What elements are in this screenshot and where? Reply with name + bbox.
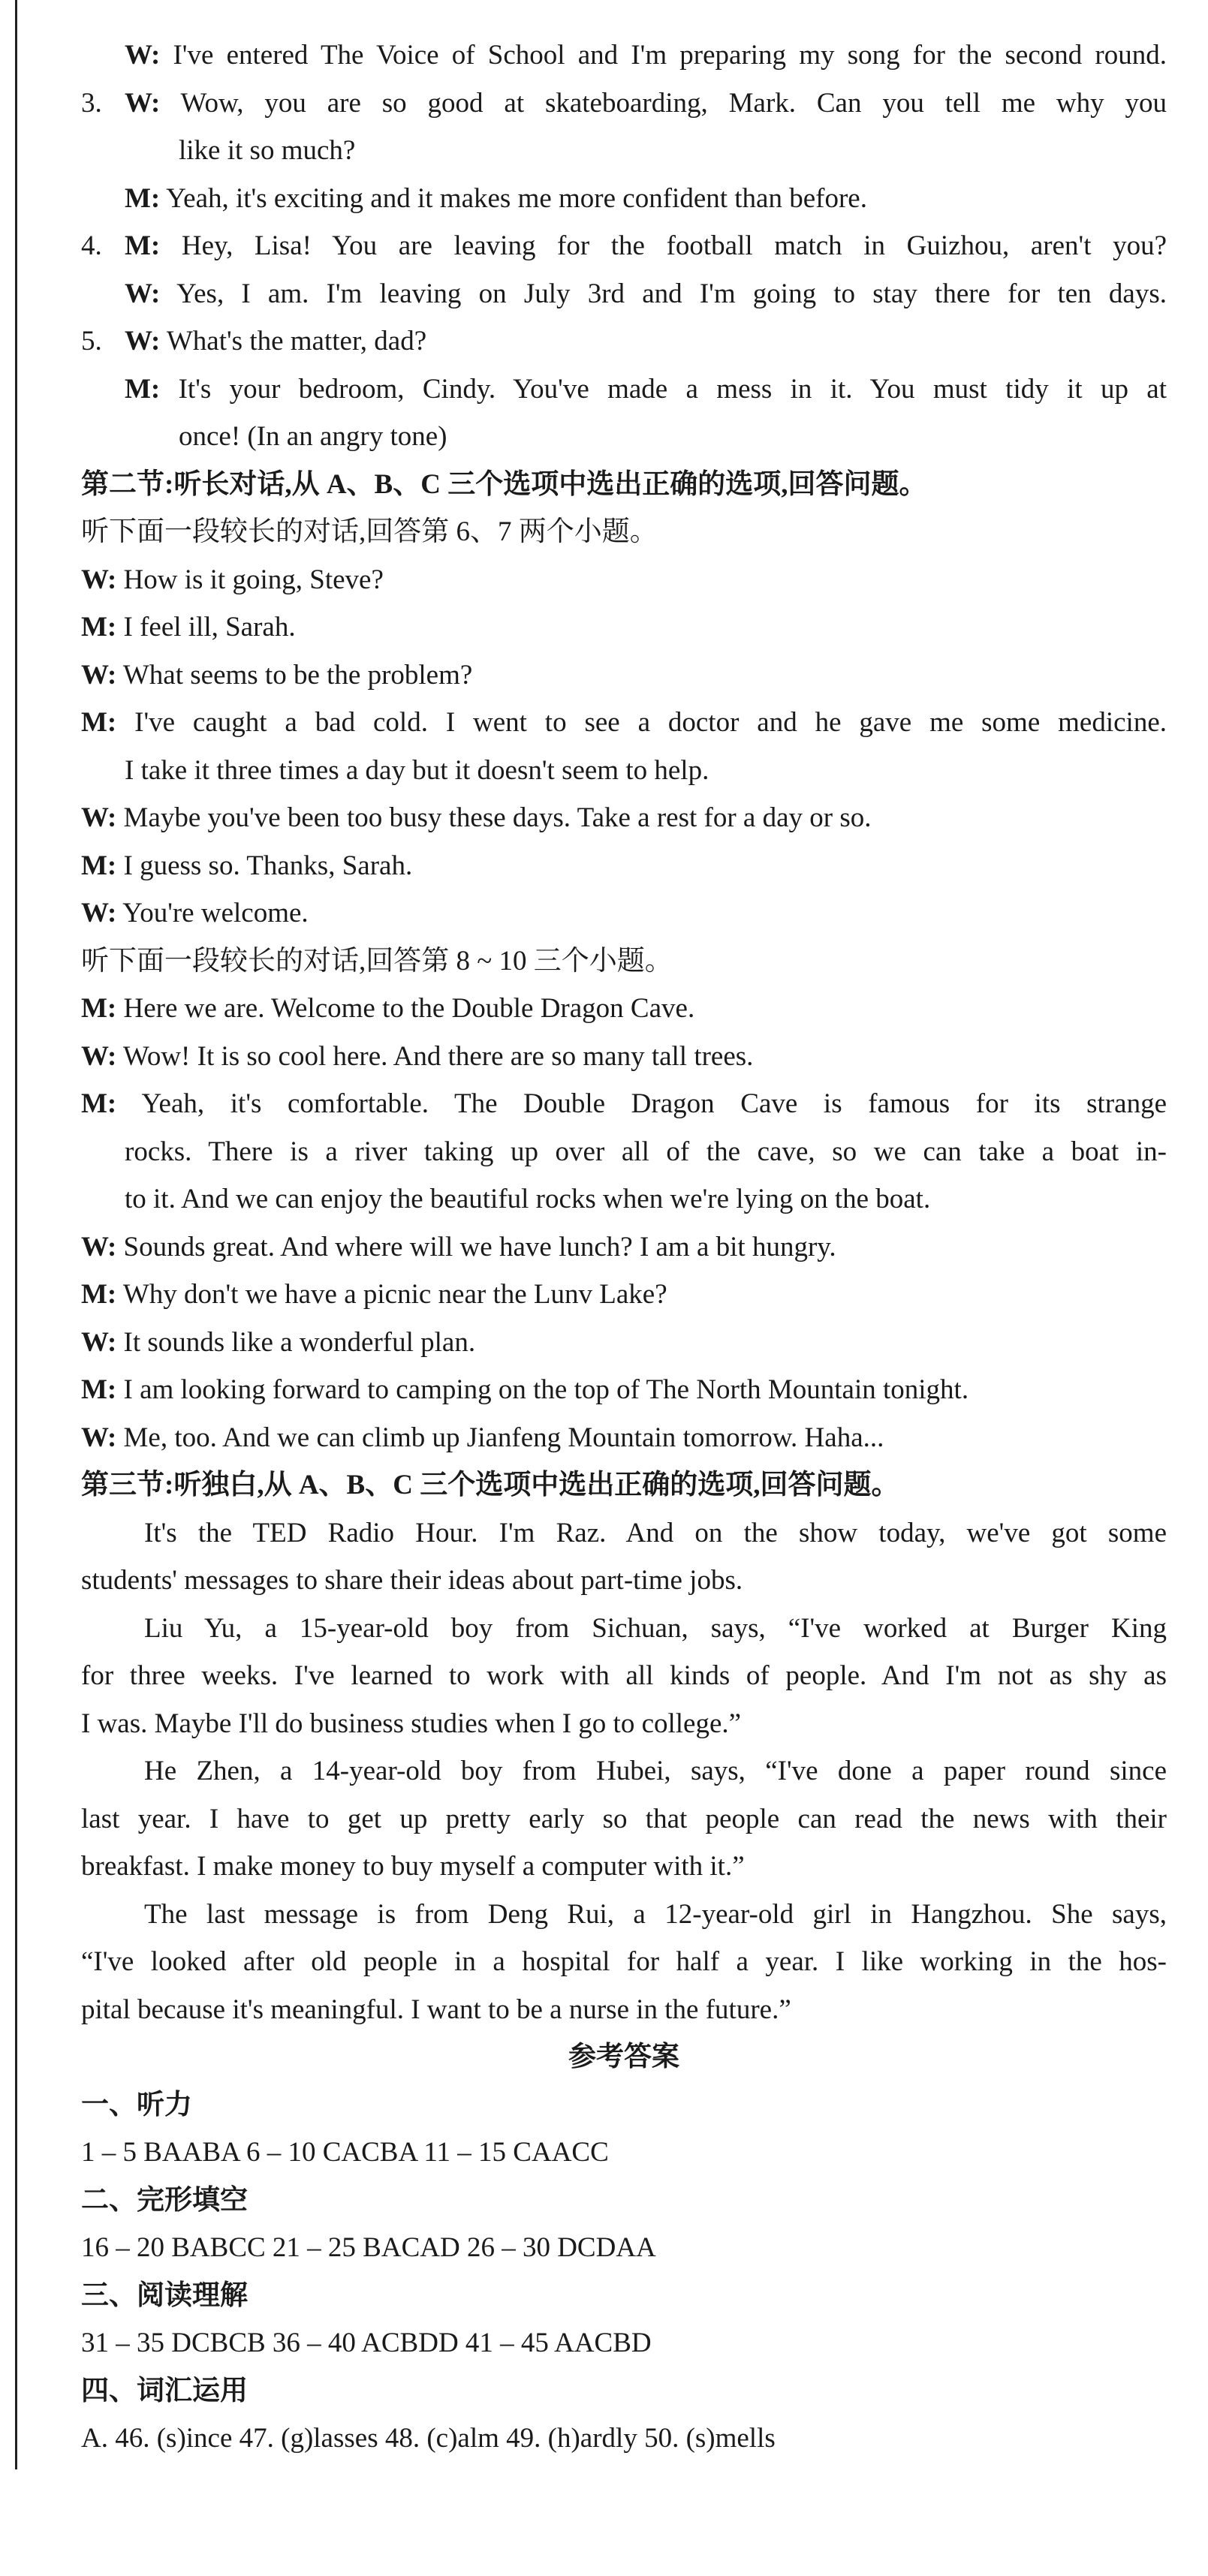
dialogue-text: to it. And we can enjoy the beautiful rocks when we're lying on the boat. [125,1184,931,1214]
dialogue-line [81,652,1167,700]
speaker-label: M: [81,1088,117,1119]
dialogue-line [81,366,1167,414]
monologue-line: for three weeks. I've learned to work with all kinds of people. And I'm not as shy as [81,1660,1167,1691]
speaker-label: M: [81,1374,117,1405]
speaker-label: M: [81,993,117,1024]
speaker-label: M: [81,1279,117,1310]
dialogue-text: I've caught a bad cold. I went to see a doctor and he gave me some medicine. [134,707,1167,738]
dialogue-text: Me, too. And we can climb up Jianfeng Mountain tomorrow. Haha... [123,1422,884,1453]
answer-key-title: 参考答案 [568,2042,679,2072]
monologue-line: It's the TED Radio Hour. I'm Raz. And on the show today, we've got some [144,1517,1167,1548]
speaker-label: M: [81,612,117,642]
dialogue-line [81,889,1167,937]
speaker-label: M: [125,182,161,214]
section-heading: 第二节:听长对话,从 A、B、C 三个选项中选出正确的选项,回答问题。 [81,468,927,500]
speaker-label: W: [125,326,161,357]
dialogue-text: You're welcome. [122,898,309,928]
dialogue-text: I take it three times a day but it doesn't seem to help. [125,754,709,786]
dialogue-line [81,1128,1167,1176]
dialogue-line [81,1366,1167,1414]
dialogue-text: I am looking forward to camping on the top of The North Mountain tonight. [123,1374,969,1405]
dialogue-line [81,413,1167,461]
dialogue-text: Here we are. Welcome to the Double Dragon Cave. [123,993,695,1024]
dialogue-text: What seems to be the problem? [122,659,473,691]
dialogue-line [81,32,1167,80]
speaker-label: W: [81,1326,117,1358]
speaker-label: M: [81,850,117,881]
dialogue-text: Yeah, it's comfortable. The Double Dragon Cave is famous for its strange [141,1088,1167,1119]
dialogue-line [81,985,1167,1033]
dialogue-line [81,80,1167,128]
answer-section-heading: 二、完形填空 [81,2184,248,2216]
dialogue-line [81,699,1167,747]
dialogue-line [81,603,1167,652]
monologue-line: pital because it's meaningful. I want to be a nurse in the future.” [81,1994,791,2025]
dialogue-text: What's the matter, dad? [166,326,427,357]
answer-line: A. 46. (s)ince 47. (g)lasses 48. (c)alm 49. (h)ardly 50. (s)mells [81,2423,776,2454]
speaker-label: M: [125,373,161,405]
speaker-label: W: [81,802,117,833]
section-heading: 第三节:听独白,从 A、B、C 三个选项中选出正确的选项,回答问题。 [81,1470,899,1500]
speaker-label: W: [125,87,161,119]
dialogue-line [81,794,1167,842]
dialogue-text: I guess so. Thanks, Sarah. [123,850,413,881]
section-instruction: 听下面一段较长的对话,回答第 8 ~ 10 三个小题。 [81,945,673,977]
dialogue-line [81,1080,1167,1128]
document-page [81,32,1167,2463]
dialogue-text: Hey, Lisa! You are leaving for the football match in Guizhou, aren't you? [181,230,1167,261]
question-number: 5. [81,326,102,357]
question-number: 3. [81,87,102,119]
dialogue-text: Yes, I am. I'm leaving on July 3rd and I'm going to stay there for ten days. [176,278,1167,309]
monologue-line: last year. I have to get up pretty early so that people can read the news with their [81,1803,1167,1834]
dialogue-text: Wow! It is so cool here. And there are so many tall trees. [122,1040,754,1072]
dialogue-line [81,1175,1167,1223]
answer-section-heading: 三、阅读理解 [81,2280,248,2311]
dialogue-line [81,556,1167,604]
monologue-line: “I've looked after old people in a hospital for half a year. I like working in the hos- [81,1946,1167,1977]
dialogue-line [81,175,1167,223]
dialogue-text: It sounds like a wonderful plan. [123,1326,476,1358]
answer-section-heading: 一、听力 [81,2089,192,2120]
monologue-line: He Zhen, a 14-year-old boy from Hubei, says, “I've done a paper round since [144,1756,1167,1786]
dialogue-text: once! (In an angry tone) [179,421,447,452]
section-instruction: 听下面一段较长的对话,回答第 6、7 两个小题。 [81,516,658,547]
speaker-label: W: [81,659,117,691]
dialogue-text: Why don't we have a picnic near the Lunv Lake? [122,1279,667,1310]
dialogue-line [81,747,1167,795]
dialogue-line [81,127,1167,175]
monologue-line: The last message is from Deng Rui, a 12-year-old girl in Hangzhou. She says, [144,1898,1167,1930]
speaker-label: W: [81,1231,117,1262]
dialogue-text: like it so much? [179,135,356,166]
dialogue-text: I feel ill, Sarah. [123,612,296,642]
speaker-label: W: [81,1422,117,1453]
answer-line: 31 – 35 DCBCB 36 – 40 ACBDD 41 – 45 AACBD [81,2328,652,2358]
dialogue-text: I've entered The Voice of School and I'm preparing my song for the second round. [173,40,1167,71]
speaker-label: M: [125,230,161,261]
dialogue-line [81,317,1167,366]
dialogue-text: rocks. There is a river taking up over all of the cave, so we can take a boat in- [125,1136,1167,1167]
dialogue-line [81,270,1167,318]
dialogue-text: Wow, you are so good at skateboarding, Mark. Can you tell me why you [180,87,1167,119]
speaker-label: W: [125,40,161,71]
monologue-line: breakfast. I make money to buy myself a computer with it.” [81,1851,745,1882]
dialogue-text: It's your bedroom, Cindy. You've made a mess in it. You must tidy it up at [178,373,1167,405]
dialogue-line [81,1223,1167,1271]
dialogue-text: Sounds great. And where will we have lunch? I am a bit hungry. [123,1231,836,1262]
dialogue-line [81,1033,1167,1081]
answer-line: 16 – 20 BABCC 21 – 25 BACAD 26 – 30 DCDAA [81,2232,656,2263]
speaker-label: W: [81,1040,117,1072]
dialogue-text: Yeah, it's exciting and it makes me more confident than before. [166,182,867,214]
answer-section-heading: 四、词汇运用 [81,2375,248,2406]
dialogue-text: Maybe you've been too busy these days. Take a rest for a day or so. [123,802,872,833]
dialogue-line [81,222,1167,270]
question-number: 4. [81,230,102,261]
left-margin-rule [15,0,17,2469]
monologue-line: students' messages to share their ideas about part-time jobs. [81,1565,743,1596]
answer-line: 1 – 5 BAABA 6 – 10 CACBA 11 – 15 CAACC [81,2137,609,2168]
dialogue-line [81,1319,1167,1367]
dialogue-line [81,1271,1167,1319]
monologue-line: I was. Maybe I'll do business studies when I go to college.” [81,1708,742,1739]
speaker-label: W: [125,278,161,309]
speaker-label: W: [81,564,117,595]
dialogue-text: How is it going, Steve? [123,564,384,595]
monologue-line: Liu Yu, a 15-year-old boy from Sichuan, says, “I've worked at Burger King [144,1612,1167,1644]
speaker-label: W: [81,898,117,928]
dialogue-line [81,1414,1167,1462]
speaker-label: M: [81,707,117,738]
dialogue-line [81,842,1167,890]
